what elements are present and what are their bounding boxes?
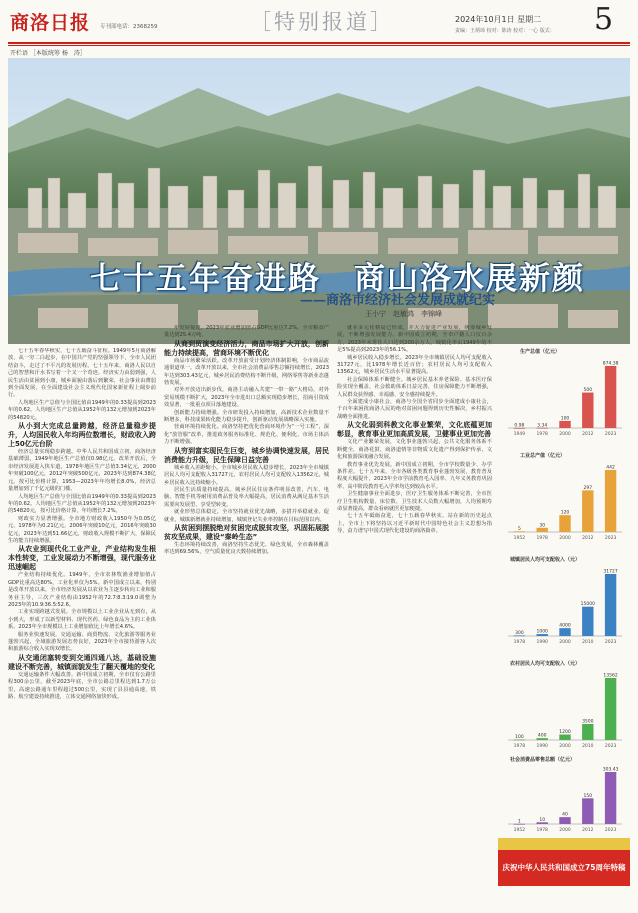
chart-value-label: 4000 xyxy=(559,623,571,629)
chart-value-label: 15000 xyxy=(580,602,595,608)
section-subtitle: 从农业到现代化工业产业，产业结构发生根本性转变，工业发展动力不断增强，现代服务业迅速崛起 xyxy=(8,545,156,572)
paragraph: 生态环境持续改善，商洛坚持生态优先、绿色发展，全市森林覆盖率达到69.56%，空气质量优良天数持续增加。 xyxy=(164,541,329,556)
paragraph: 商品市场繁荣活跃。改革开放前受计划经济体制影响，全市商品流通渠道单一。改革开放以来，全市社会消费品零售总额持续增长，2023年达到303.43亿元，城乡居民消费结构不断升级，网络零售等新业态蓬勃发展。 xyxy=(164,357,329,387)
chart-value-label: 120 xyxy=(560,510,570,516)
chart-bar xyxy=(559,515,570,532)
chart-value-label: 30 xyxy=(539,523,546,529)
section-subtitle: 从商到贸演变经济活力，商品市场扩大开放，创新能力持续提高，营商环境不断优化 xyxy=(164,339,329,357)
issue-date: 2024年10月1日 星期二 xyxy=(455,15,542,24)
chart-category-label: 1949 xyxy=(513,432,526,437)
paragraph: 年发展提速，2023年农业增加值占GDP比重达7.2%，全市粮食产量达到25.4万吨。 xyxy=(164,325,329,339)
section-subtitle: 从交通闭塞转变到交通四通八达，基础设施建设不断完善，城镇面貌发生了翻天覆地的变化 xyxy=(8,653,156,671)
paragraph: 工业实现跨越式发展。全市规模以上工业企业从无到有，从小到大，形成了以新型材料、现代医药、绿色食品为主的工业体系。2023年全市规模以上工业增加值比上年增长4.6%。 xyxy=(8,609,156,631)
paragraph: 对外开放迈出新步伐。商洛主动融入共建“一带一路”大格局，对外贸易规模不断扩大，2023年全市进出口总额实现稳步增长，招商引资成效显著，一批重点项目落地建设。 xyxy=(164,387,329,409)
chart-value-label: 1200 xyxy=(559,730,571,736)
chart-bar xyxy=(559,735,570,740)
paragraph: 产业结构持续优化。1949年，全市农林牧渔业增加值占GDP比重高达80%，工业化率仅为5%。新中国成立以来，特别是改革开放以来，全市经济发展从以农业为主逐步转向工业和服务业主导，三次产业结构由1952年的72.7∶8.3∶19.0调整为2023年的10.9∶36.5∶52.6。 xyxy=(8,572,156,608)
chart-bar xyxy=(605,574,616,636)
chart-value-label: 100 xyxy=(515,735,524,741)
header-rule-thin xyxy=(8,45,630,46)
article-column-2 xyxy=(164,325,329,908)
chart-value-label: 303.43 xyxy=(602,767,619,773)
paragraph: 城乡居民收入稳步增长。2023年全市城镇居民人均可支配收入31727元，比1978年增长近百倍；农村居民人均可支配收入13562元，城乡居民生活水平显著提高。 xyxy=(337,354,492,376)
chart-value-label: 874.38 xyxy=(602,361,619,367)
industry-chart xyxy=(500,460,630,544)
chart-bar xyxy=(559,817,570,824)
chart-title-rural-income: 农村居民人均可支配收入（元） xyxy=(510,661,581,667)
paragraph: 营商环境持续优化。商洛坚持把优化营商环境作为“一号工程”，深化“放管服”改革，推进政务服务标准化、规范化、便利化，市场主体活力不断增强。 xyxy=(164,424,329,446)
chart-category-label: 2000 xyxy=(559,744,571,749)
paragraph: 就业多元化格局已形成，并大力促进产业发展，统筹城乡发展，不断增强发展能力。新中国成立初期，全市户籍人口仅百余万，2023年末常住人口达到200余万人，城镇化率由1949年的不足5%提高到2023年的56.1%。 xyxy=(337,325,492,354)
chart-category-label: 2012 xyxy=(582,432,594,437)
paragraph: 经济总量实现稳步跨越。中华人民共和国成立初，商洛经济基础薄弱，1949年地区生产总值仅0.98亿元。改革开放后，全市经济发展进入快车道，1978年地区生产总值3.34亿元，2000年突破100亿元，2012年突破500亿元，2023年达到874.38亿元。按可比价格计算，1953—2023年年均增长8.0%，经济总量增加到了千亿元级的门槛。 xyxy=(8,449,156,493)
newspaper-logo: 商洛日报 xyxy=(10,12,91,34)
chart-category-label: 2023 xyxy=(604,536,617,541)
chart-value-label: 3500 xyxy=(582,719,594,725)
byline: 开栏语 ［本版统筹 杨 涛］ xyxy=(10,50,86,57)
chart-category-label: 1978 xyxy=(536,536,548,541)
paragraph: 文化产业繁荣发展，文化事业蓬勃兴起，公共文化服务体系不断健全，商洛花鼓、商洛道情等非物质文化遗产得到保护传承，文化和旅游深度融合发展。 xyxy=(337,439,492,461)
section-subtitle: 从贫困到摆脱绝对贫困完成脱贫攻坚，巩固拓展脱贫攻坚成果，建设“秦岭生态” xyxy=(164,523,329,541)
chart-title-retail: 社会消费品零售总额（亿元） xyxy=(510,757,576,763)
chart-category-label: 1952 xyxy=(513,536,526,541)
chart-category-label: 1990 xyxy=(536,744,548,749)
main-headline: 七十五年奋进路 商山洛水展新颜 xyxy=(90,261,585,297)
chart-value-label: 1000 xyxy=(536,629,548,635)
editors-line: 责编：王炳璋 校对：陈涛 校对：一心 版式： xyxy=(455,28,555,34)
chart-category-label: 2000 xyxy=(559,640,571,645)
section-subtitle: 从穷到富实现民生巨变，城乡协调快速发展，居民消费能力升级，民生保障日益完善 xyxy=(164,446,329,464)
chart-bar xyxy=(605,470,616,532)
chart-category-label: 1978 xyxy=(536,828,548,833)
chart-value-label: 300 xyxy=(515,630,524,636)
header-rule xyxy=(8,42,630,44)
chart-value-label: 5 xyxy=(517,526,521,532)
chart-title-gdp: 生产总值（亿元） xyxy=(520,349,561,355)
paper-info: 专刊部电话：2368259 xyxy=(100,24,158,30)
chart-category-label: 2023 xyxy=(604,432,617,437)
article-column-3 xyxy=(337,325,492,908)
authors: 王小宁 赵敏鸿 李锦峰 xyxy=(365,310,442,318)
chart-category-label: 2012 xyxy=(582,828,594,833)
chart-value-label: 0.98 xyxy=(514,423,525,429)
paragraph: 服务业快速发展。交通运输、商贸物流、文化旅游等服务业蓬勃兴起，全域旅游发展态势良好，2023年全市接待游客人次和旅游综合收入实现双增长。 xyxy=(8,631,156,653)
chart-bar xyxy=(559,628,570,636)
sub-headline: ——商洛市经济社会发展成就纪实 xyxy=(300,293,496,308)
paragraph: 社会保障体系不断健全。城乡居民基本养老保险、基本医疗保险实现全覆盖，社会救助体系日益完善，住房保障能力不断增强，人民群众获得感、幸福感、安全感持续提升。 xyxy=(337,376,492,398)
section-subtitle: 从小到大完成总量跨越，经济总量稳步提升，人均国民收入年均两位数增长，财政收入跨上50亿元台阶 xyxy=(8,422,156,449)
chart-bar xyxy=(559,421,570,428)
chart-value-label: 442 xyxy=(606,465,615,471)
chart-bar xyxy=(605,772,616,824)
chart-value-label: 13562 xyxy=(603,673,618,679)
retail-chart xyxy=(500,762,630,836)
chart-category-label: 2012 xyxy=(582,536,594,541)
chart-bar xyxy=(582,798,593,824)
paragraph: 就业形势总体稳定。全市坚持就业优先战略，多措并举稳就业、促就业，城镇新增就业持续增加，城镇登记失业率控制在目标范围以内。 xyxy=(164,509,329,523)
banner-decoration xyxy=(498,838,630,850)
chart-category-label: 1978 xyxy=(513,744,526,749)
page-number: 5 xyxy=(594,2,614,37)
section-subtitle: 从文化弱到科教文化事业繁荣，文化底蕴更加彰显，教育事业更加高质发展，卫健事业更加完善 xyxy=(337,421,492,439)
chart-value-label: 500 xyxy=(583,388,593,394)
section-title: ［特别报道］ xyxy=(250,10,394,34)
chart-category-label: 1952 xyxy=(513,828,526,833)
masthead xyxy=(0,0,638,44)
paragraph: 人均地区生产总值与全国比值由1949年的0.33提高到2023年的0.62。人均地区生产总值从1952年的132元增加到2023年的54820元，按可比价格计算，年均增长7.2%。 xyxy=(8,493,156,515)
chart-category-label: 2023 xyxy=(604,640,617,645)
chart-value-label: 1 xyxy=(517,819,521,825)
chart-title-urban-income: 城镇居民人均可支配收入（元） xyxy=(510,557,581,563)
paragraph: 卫生健康事业全面进步，医疗卫生服务体系不断完善，全市医疗卫生机构数量、床位数、卫生技术人员数大幅增加，人均预期寿命显著提高，群众看病就医更加便捷。 xyxy=(337,491,492,512)
paragraph: 人均地区生产总值与全国比值由1949年的0.33提高到2023年的0.62。人均地区生产总值从1952年的132元增加到2023年的54820元。 xyxy=(8,399,156,421)
chart-bar xyxy=(582,607,593,636)
chart-category-label: 1978 xyxy=(513,640,526,645)
chart-bar xyxy=(582,724,593,740)
chart-category-label: 2000 xyxy=(559,432,571,437)
chart-category-label: 1978 xyxy=(536,432,548,437)
paragraph: 居民生活质量持续提高。城乡居民住房条件明显改善，汽车、电脑、智能手机等耐用消费品普及率大幅提高，居民消费从满足基本生活需要向发展型、享受型转变。 xyxy=(164,486,329,508)
chart-value-label: 297 xyxy=(583,485,593,491)
chart-title-industry: 工业总产值（亿元） xyxy=(520,453,566,459)
chart-category-label: 2023 xyxy=(604,744,617,749)
paragraph: 财政实力显著增强。全市地方财政收入1950年为0.05亿元，1978年为0.21亿元，2006年突破10亿元，2016年突破30亿元，2023年达到51.66亿元，财政收入规模不断扩大，保障民生的能力持续增强。 xyxy=(8,515,156,544)
paragraph: 创新能力持续增强。全市研发投入持续增加，高新技术企业数量不断增多，科技成果转化能力稳步提升，创新驱动发展战略深入实施。 xyxy=(164,409,329,424)
chart-category-label: 2000 xyxy=(559,828,571,833)
anniversary-banner: 庆祝中华人民共和国成立75周年特稿 xyxy=(498,850,630,886)
paragraph: 教育事业优先发展。新中国成立初期，全市学校数量少、办学条件差。七十五年来，全市各级各类教育事业蓬勃发展，教育普及程度大幅提升，2023年全市学前教育毛入园率、九年义务教育巩固率、高中阶段教育毛入学率均达到较高水平。 xyxy=(337,461,492,490)
chart-value-label: 40 xyxy=(562,812,568,818)
chart-value-label: 100 xyxy=(560,416,570,422)
chart-category-label: 2023 xyxy=(604,828,617,833)
gdp-chart xyxy=(500,356,630,440)
chart-category-label: 2000 xyxy=(559,536,571,541)
chart-value-label: 10 xyxy=(539,817,546,823)
paragraph: 城乡收入差距缩小。全市城乡居民收入稳步增长，2023年全市城镇居民人均可支配收入31727元，农村居民人均可支配收入13562元，城乡居民收入比持续缩小。 xyxy=(164,464,329,486)
paragraph: 全面建成小康社会，商洛与全国全省同步全面建成小康社会，千百年来困扰商洛人民的绝对贫困问题得到历史性解决，乡村振兴战略全面推进。 xyxy=(337,399,492,420)
chart-bar xyxy=(537,528,548,532)
paragraph: 交通运输条件大幅改善。新中国成立初期，全市仅有公路里程300余公里。截至2023年底，全市公路总里程达到1.7万公里，高速公路通车里程超过500公里，实现了县县通高速，铁路、航空建设持续推进，立体交通网络加快形成。 xyxy=(8,671,156,701)
article-column-1 xyxy=(8,348,156,908)
chart-bar xyxy=(605,678,616,740)
chart-category-label: 2010 xyxy=(582,640,594,645)
chart-bar xyxy=(582,393,593,428)
urban-income-chart xyxy=(500,564,630,648)
chart-bar xyxy=(605,366,616,428)
chart-value-label: 3.34 xyxy=(537,423,548,429)
paragraph: 七十五年春华秋实，七十五载奋斗征程。1949年5月商洛解放，从一穷二白起步，在中国共产党的坚强领导下，全市人民团结奋斗，走过了不平凡的发展历程。七十五年来，商洛人民以自己的智慧和汗水书写着一个又一个奇迹。经济实力由弱到强，人民生活由贫困到小康，城乡面貌由落后到繁荣，社会事业由薄弱到全面发展，在全面建设社会主义现代化国家新征程上阔步前行。 xyxy=(8,348,156,399)
chart-category-label: 2010 xyxy=(582,744,594,749)
chart-value-label: 150 xyxy=(583,793,593,799)
paragraph: 七十五年砥砺奋进，七十五载春华秋实。站在新的历史起点上，全市上下将坚持以习近平新时代中国特色社会主义思想为指导，奋力谱写中国式现代化建设的商洛篇章。 xyxy=(337,513,492,535)
chart-bar xyxy=(582,490,593,532)
chart-value-label: 31727 xyxy=(603,569,618,575)
chart-category-label: 1990 xyxy=(536,640,548,645)
rural-income-chart xyxy=(500,668,630,752)
chart-value-label: 400 xyxy=(537,733,547,739)
